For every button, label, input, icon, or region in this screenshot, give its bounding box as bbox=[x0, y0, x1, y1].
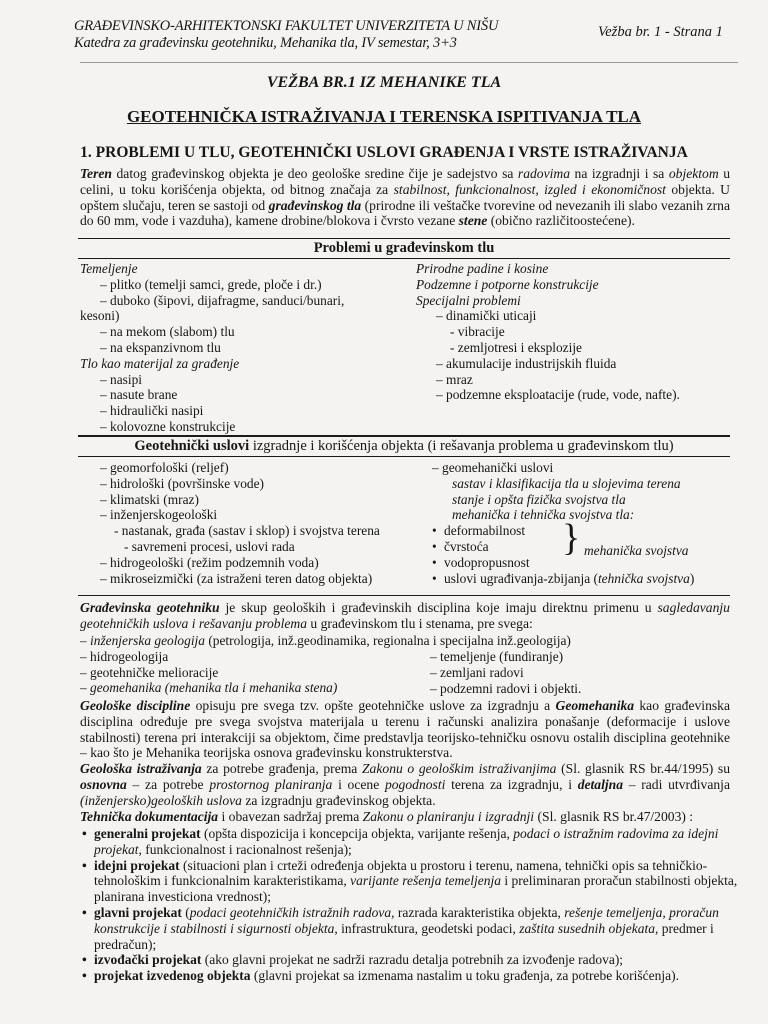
geotech-right-list: – temeljenje (fundiranje) – zemljani radovi – podzemni radovi i objekti. bbox=[430, 649, 582, 696]
problems-right-item: - zemljotresi i eksplozije bbox=[450, 339, 583, 355]
problems-left-column bbox=[80, 261, 410, 435]
conditions-left-item: – hidrogeološki (režim podzemnih voda) bbox=[100, 554, 319, 570]
header-institution bbox=[74, 18, 498, 52]
conditions-right-item: deformabilnost bbox=[444, 523, 526, 539]
conditions-heading: Geotehnički uslovi izgradnje i korišćenja objekta (i rešavanja problema u građevinskom tlu) bbox=[78, 437, 730, 457]
geotech-paragraph: Građevinska geotehniku je skup geoloških i građevinskih disciplina koje imaju direktnu primenu u sagledavanju geotehničkih uslova i rešavanju problema u građevinskom tlu i stenama, pre svega: bbox=[80, 600, 730, 631]
conditions-right-item: stanje i opšta fizička svojstva tla bbox=[452, 491, 626, 507]
conditions-right-item: čvrstoća bbox=[444, 538, 489, 554]
conditions-right-item: vodopropusnost bbox=[444, 554, 530, 570]
intro-paragraph: Teren datog građevinskog objekta je deo geološke sredine čije je sadejstvo sa radovima na izgradnji i sa objektom u celini, u toku korišćenja objekta, od bitnog značaja za stabilnost, funkcionalnost, izgled i ekonomičnost objekta. U opštem slučaju, teren se sastoji od građevinskog tla (prirodne ili veštačke tvorevine od nevezanih ili slabo vezanih zrna do 60 mm, vode i vazduha), kamene drobine/blokova i čvrsto vezane stene (obično različitoostećene). bbox=[80, 166, 731, 229]
problems-left-item: – duboko (šipovi, dijafragme, sanduci/bunari, bbox=[100, 292, 345, 308]
documentation-list bbox=[80, 826, 740, 984]
conditions-left-item: – klimatski (mraz) bbox=[100, 491, 199, 507]
section-title: 1. PROBLEMI U TLU, GEOTEHNIČKI USLOVI GRAĐENJA I VRSTE ISTRAŽIVANJA bbox=[80, 144, 688, 161]
problems-right-item: Specijalni problemi bbox=[416, 292, 521, 308]
problems-left-item: – na mekom (slabom) tlu bbox=[100, 324, 235, 340]
conditions-left-item: – geomorfološki (reljef) bbox=[100, 460, 229, 475]
conditions-right-column: – geomehanički uslovi sastav i klasifikacija tla u slojevima terena stanje i opšta fizička svojstva tla mehanička i tehnička svojstva tla: • deformabilnost • čvrstoća • vodopropusnost • uslovi ugrađivanja-zbijanja (tehnička svojstva) bbox=[432, 460, 728, 586]
conditions-left-item: - savremeni procesi, uslovi rada bbox=[124, 538, 295, 554]
geotech-left-list: – inženjerska geologija (petrologija, inž.geodinamika, regionalna i specijalna inž.geologija) – hidrogeologija – geotehničke melioracije – geomehanika (mehanika tla i mehanika stena) bbox=[80, 633, 571, 696]
problems-left-item: – plitko (temelji samci, grede, ploče i dr.) bbox=[100, 276, 322, 292]
header-divider bbox=[80, 62, 738, 63]
problems-left-item: – nasute brane bbox=[100, 387, 178, 403]
problems-left-item: – na ekspanzivnom tlu bbox=[100, 339, 221, 355]
conditions-left-item: - nastanak, građa (sastav i sklop) i svojstva terena bbox=[114, 523, 380, 539]
list-item: • idejni projekat (situacioni plan i crteži određenja objekta u prostoru i terenu, namena, tehnički opis sa tehničkio-tehnološkim i funkcionalnim karakteristikama, varijante rešenja temeljenja i preliminaran proračun stabilnosti objekta, planirana investiciona vrednost); bbox=[80, 858, 740, 905]
problems-right-item: – podzemne eksploatacije (rude, vode, nafte). bbox=[436, 387, 680, 403]
problems-right-item: – mraz bbox=[436, 371, 473, 387]
disciplines-paragraph: Geološke discipline opisuju pre svega tzv. opšte geotehničke uslove za izgradnju a Geomehanika kao građevinska disciplina određuje pre svega svojstva materijala u terenu i računski analizira ponašanje (deformacije i uslove stabilnosti) terena pri interakciji sa objektom, čime predstavlja teorijsko-tehničku osnovu ostalih disciplina geotehnike – kao što je Mehanika teorijska osnova građevinsku konstrukterstva. Geološka istraživanja za potrebe građenja, prema Zakonu o geološkim istraživanjima (Sl. glasnik RS br.44/1995) su osnovna – za potrebe prostornog planiranja i ocene pogodnosti terena za izgradnju, i detaljna – radi utvrđivanja (inženjersko)geoloških uslova za izgradnju građevinskog objekta. Tehnička dokumentacija i obavezan sadržaj prema Zakonu o planiranju i izgradnji (Sl. glasnik RS br.47/2003) : bbox=[80, 698, 731, 824]
conditions-right-item: sastav i klasifikacija tla u slojevima terena bbox=[452, 475, 681, 491]
problems-right-item: – dinamički uticaji bbox=[436, 308, 537, 324]
problems-right-item: - vibracije bbox=[450, 324, 505, 340]
list-item: • glavni projekat (podaci geotehničkih istražnih radova, razrada karakteristika objekta, rešenje temeljenja, proračun konstrukcije i stabilnosti i sigurnosti objekta, infrastruktura, geodetski podaci, zaštita susednih objekata, predmer i predračun); bbox=[80, 905, 740, 952]
problems-right-item: – akumulacije industrijskih fluida bbox=[436, 355, 617, 371]
problems-left-item: kesoni) bbox=[80, 308, 120, 324]
problems-right-column bbox=[416, 261, 728, 403]
problems-left-item: – hidraulički nasipi bbox=[100, 403, 204, 419]
conditions-left-item: – mikroseizmički (za istraženi teren datog objekta) bbox=[100, 570, 373, 586]
problems-left-item: – nasipi bbox=[100, 371, 143, 387]
list-item: • izvođački projekat (ako glavni projekat ne sadrži razradu detalja potrebnih za izvođenje radova); bbox=[80, 952, 740, 968]
main-title: GEOTEHNIČKA ISTRAŽIVANJA I TERENSKA ISPITIVANJA TLA bbox=[126, 107, 642, 126]
problems-right-item: Prirodne padine i kosine bbox=[416, 261, 549, 276]
header-faculty: GRAĐEVINSKO-ARHITEKTONSKI FAKULTET UNIVERZITETA U NIŠU bbox=[74, 18, 499, 34]
header-department: Katedra za građevinsku geotehniku, Mehanika tla, IV semestar, 3+3 bbox=[74, 35, 457, 51]
brace-label: mehanička svojstva bbox=[584, 543, 689, 558]
brace-icon: } bbox=[562, 517, 581, 559]
problems-box bbox=[78, 238, 730, 436]
conditions-right-item: – geomehanički uslovi bbox=[432, 460, 554, 475]
conditions-left-item: – hidrološki (površinske vode) bbox=[100, 475, 265, 491]
list-item: • projekat izvedenog objekta (glavni projekat sa izmenama nastalim u toku građenja, za potrebe korišćenja). bbox=[80, 968, 740, 984]
conditions-box bbox=[78, 436, 730, 596]
problems-left-item: – kolovozne konstrukcije bbox=[100, 418, 236, 434]
conditions-right-item: mehanička i tehnička svojstva tla: bbox=[452, 507, 635, 523]
conditions-left-column bbox=[80, 460, 420, 586]
header-page-ref: Vežba br. 1 - Strana 1 bbox=[598, 24, 723, 40]
problems-heading: Problemi u građevinskom tlu bbox=[78, 239, 730, 259]
list-item: • generalni projekat (opšta dispozicija i koncepcija objekta, varijante rešenja, podaci o istražnim radovima za idejni projekat, funkcionalnost i racionalnost rešenja); bbox=[80, 826, 740, 858]
conditions-left-item: – inženjerskogeološki bbox=[100, 507, 218, 523]
problems-left-item: Tlo kao materijal za građenje bbox=[80, 355, 240, 371]
exercise-title: VEŽBA BR.1 IZ MEHANIKE TLA bbox=[266, 74, 502, 91]
problems-left-item: Temeljenje bbox=[80, 261, 138, 276]
problems-right-item: Podzemne i potporne konstrukcije bbox=[416, 276, 599, 292]
